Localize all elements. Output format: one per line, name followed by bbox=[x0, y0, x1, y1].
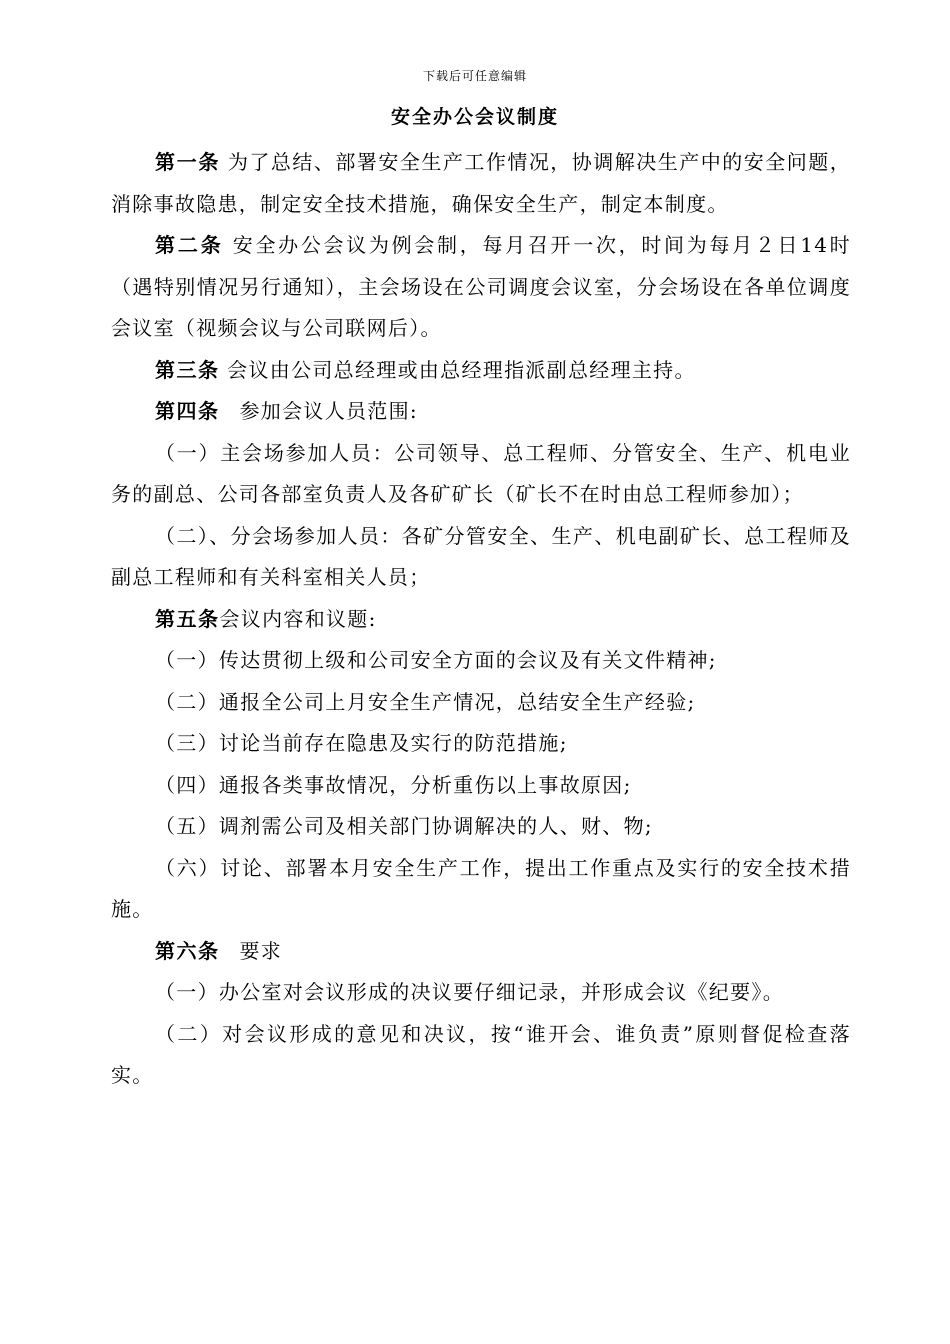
document-body bbox=[111, 142, 851, 1097]
article-5-item-5: （五）调剂需公司及相关部门协调解决的人、财、物; bbox=[155, 814, 653, 838]
article-2 bbox=[111, 225, 851, 350]
article-5-item-4: （四）通报各类事故情况，分析重伤以上事故原因; bbox=[155, 772, 632, 797]
article-1-text: 为了总结、部署安全生产工作情况，协调解决生产中的安全问题，消除事故隐患，制定安全技术措施，确保安全生产，制定本制度。 bbox=[111, 150, 851, 216]
article-5-item-3: （三）讨论当前存在隐患及实行的防范措施; bbox=[155, 731, 568, 755]
article-3-label: 第三条 bbox=[155, 357, 220, 382]
article-6 bbox=[111, 931, 851, 973]
article-2-text: 安全办公会议为例会制，每月召开一次，时间为每月２日14时（遇特别情况另行通知），主会场设在公司调度会议室，分会场设在各单位调度会议室（视频会议与公司联网后）。 bbox=[111, 233, 851, 340]
article-4-label: 第四条 bbox=[155, 399, 220, 423]
article-6-item-2: （二）对会议形成的意见和决议，按“谁开会、谁负责”原则督促检查落实。 bbox=[111, 1021, 851, 1087]
article-5-item-2: （二）通报全公司上月安全生产情况，总结安全生产经验; bbox=[155, 689, 696, 714]
article-5-text: 会议内容和议题: bbox=[219, 606, 377, 631]
article-4-text: 参加会议人员范围: bbox=[239, 399, 418, 423]
article-1-label: 第一条 bbox=[155, 150, 221, 174]
article-3-text: 会议由公司总经理或由总经理指派副总经理主持。 bbox=[227, 357, 696, 382]
article-6-label: 第六条 bbox=[155, 938, 220, 963]
header-note: 下载后可任意编辑 bbox=[422, 69, 527, 83]
article-1 bbox=[111, 142, 851, 225]
article-5 bbox=[111, 599, 851, 641]
article-4 bbox=[111, 391, 851, 433]
article-5-item-6: （六）讨论、部署本月安全生产工作，提出工作重点及实行的安全技术措施。 bbox=[111, 855, 851, 921]
article-4-item-1: （一）主会场参加人员：公司领导、总工程师、分管安全、生产、机电业务的副总、公司各部室负责人及各矿矿长（矿长不在时由总工程师参加）； bbox=[111, 440, 851, 506]
article-5-item-1: （一）传达贯彻上级和公司安全方面的会议及有关文件精神; bbox=[155, 648, 717, 672]
article-6-text: 要求 bbox=[239, 938, 283, 963]
article-2-label: 第二条 bbox=[155, 233, 224, 257]
article-4-item-2: （二）、分会场参加人员：各矿分管安全、生产、机电副矿长、总工程师及副总工程师和有关科室相关人员； bbox=[111, 523, 851, 589]
article-3 bbox=[111, 350, 851, 392]
document-title: 安全办公会议制度 bbox=[390, 106, 559, 128]
article-6-item-1: （一）办公室对会议形成的决议要仔细记录，并形成会议《纪要》。 bbox=[155, 980, 784, 1004]
article-5-label: 第五条 bbox=[155, 606, 220, 631]
